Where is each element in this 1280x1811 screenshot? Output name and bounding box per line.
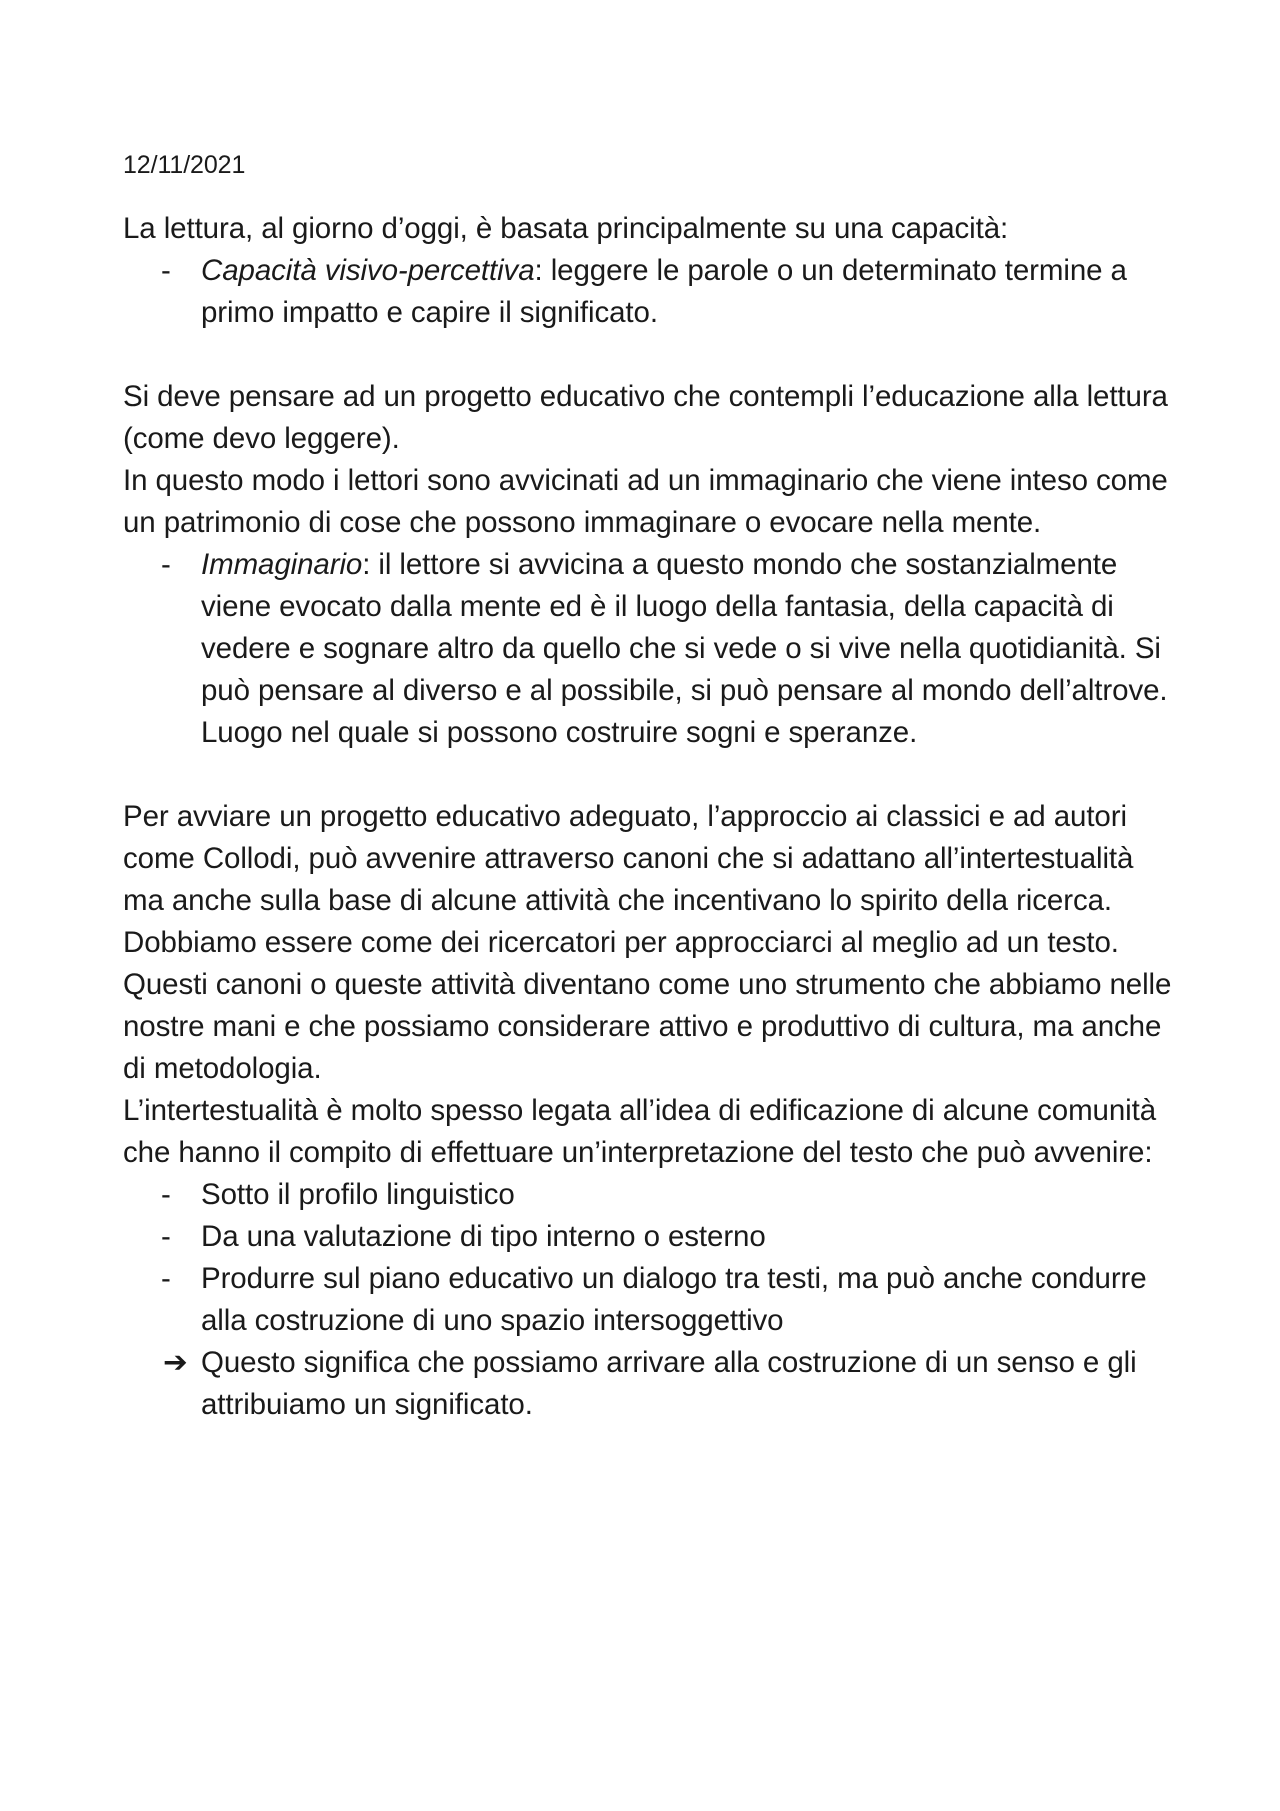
paragraph-intertestualita: L’intertestualità è molto spesso legata all’idea di edificazione di alcune comunità che hanno il compito di effettuare un’interpretazione del testo che può avvenire: [123,1094,1157,1169]
paragraph-avviare: Per avviare un progetto educativo adeguato, l’approccio ai classici e ad autori come Collodi, può avvenire attraverso canoni che si adattano all’intertestualità ma anche sulla base di alcune attività che incentivano lo spirito della ricerca. Dobbiamo essere come dei ricercatori per approcciarci al meglio ad un testo. [123,800,1134,959]
arrow-right-icon: ➔ [163,1346,188,1379]
document-date: 12/11/2021 [123,151,246,179]
arrow-note [123,1342,1173,1426]
list-item-text: Sotto il profilo linguistico [201,1178,515,1211]
document-page [123,148,1173,1426]
dash-bullet: - [161,548,171,581]
dash-bullet: - [161,1262,171,1295]
dash-bullet: - [161,1178,171,1211]
paragraph-canoni: Questi canoni o queste attività diventano come uno strumento che abbiamo nelle nostre mani e che possiamo considerare attivo e produttivo di cultura, ma anche di metodologia. [123,968,1172,1085]
list-item [123,1258,1173,1342]
list-capacita [123,250,1173,334]
dash-bullet: - [161,1220,171,1253]
list-item-term: Capacità visivo-percettiva [201,254,535,287]
list-item-text: Da una valutazione di tipo interno o esterno [201,1220,766,1253]
list-immaginario [123,544,1173,754]
spacer [123,754,1173,796]
spacer [123,334,1173,376]
dash-bullet: - [161,254,171,287]
list-item-text: : leggere le parole o un determinato termine a primo impatto e capire il significato. [201,254,1127,329]
list-item [123,1216,1173,1258]
list-item [123,250,1173,334]
arrow-note-text: Questo significa che possiamo arrivare alla costruzione di un senso e gli attribuiamo un significato. [201,1346,1137,1421]
list-item [123,544,1173,754]
list-item [123,1174,1173,1216]
list-item-term: Immaginario [201,548,363,581]
list-item-text: Produrre sul piano educativo un dialogo tra testi, ma può anche condurre alla costruzione di uno spazio intersoggettivo [201,1262,1147,1337]
list-interpretazione [123,1174,1173,1342]
list-item-text: : il lettore si avvicina a questo mondo che sostanzialmente viene evocato dalla mente ed è il luogo della fantasia, della capacità di vedere e sognare altro da quello che si vede o si vive nella quotidianità. Si può pensare al diverso e al possibile, si può pensare al mondo dell’altrove. Luogo nel quale si possono costruire sogni e speranze. [201,548,1168,749]
paragraph-immaginario-intro: In questo modo i lettori sono avvicinati ad un immaginario che viene inteso come un patrimonio di cose che possono immaginare o evocare nella mente. [123,464,1168,539]
paragraph-progetto: Si deve pensare ad un progetto educativo che contempli l’educazione alla lettura (come devo leggere). [123,380,1168,455]
paragraph-lettura: La lettura, al giorno d’oggi, è basata principalmente su una capacità: [123,212,1009,245]
